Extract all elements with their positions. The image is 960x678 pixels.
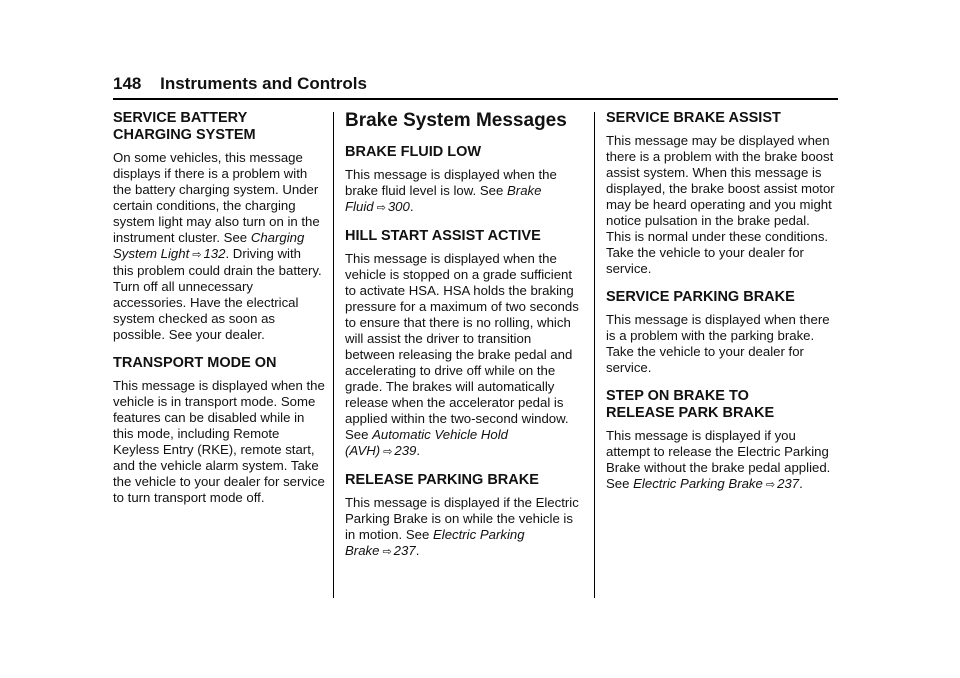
column-divider-1-lower: [333, 262, 334, 598]
section-title: Brake System Messages: [345, 110, 567, 131]
page-ref-arrow-icon: ⇨: [382, 546, 392, 558]
page-ref-arrow-icon: ⇨: [765, 479, 776, 491]
paragraph-text: This message is displayed when the vehicle is stopped on a grade sufficient to activate HSA. HSA holds the braking pressure for a maximum of two seconds to ensure that there is no rolling, which will assist the driver to transition between releasing the brake pedal and accelerating to drive off while on the grade. The brakes will automatically release when the accelerator pedal is applied within the two-second window. See: [345, 251, 579, 442]
reference-page: 132: [203, 246, 226, 261]
paragraph-hill-start-assist: [345, 251, 581, 460]
reference-page: 237: [777, 476, 800, 491]
heading-line: CHARGING SYSTEM: [113, 127, 256, 143]
column-divider-2: [594, 112, 595, 598]
reference-title: Brake Fluid: [345, 183, 542, 214]
paragraph-text: .: [416, 443, 421, 458]
heading-line: SERVICE BATTERY: [113, 110, 248, 126]
heading-brake-fluid-low: BRAKE FLUID LOW: [345, 144, 482, 160]
column-3: [606, 110, 838, 505]
reference-link[interactable]: [633, 476, 799, 491]
reference-page: 237: [393, 543, 416, 558]
paragraph-text: This message is displayed when the brake fluid level is low. See: [345, 167, 557, 198]
reference-page: 300: [387, 199, 410, 214]
heading-line: STEP ON BRAKE TO: [606, 388, 749, 404]
heading-service-battery: [113, 110, 325, 144]
paragraph-service-parking-brake: This message is displayed when there is a problem with the parking brake. Take the vehicle to your dealer for service.: [606, 312, 830, 375]
paragraph-service-brake-assist: This message may be displayed when there is a problem with the brake boost assist system. When this message is displayed, the brake boost assist motor may be heard operating and you might notice pulsation in the brake pedal. This is normal under these conditions. Take the vehicle to your dealer for service.: [606, 133, 835, 276]
paragraph-transport-mode: This message is displayed when the vehicle is in transport mode. Some features can be disabled while in this mode, including Remote Keyless Entry (RKE), remote start, and the vehicle alarm system. Take the vehicle to your dealer for service to turn transport mode off.: [113, 378, 325, 505]
page-ref-arrow-icon: ⇨: [192, 249, 202, 261]
heading-line: RELEASE PARK BRAKE: [606, 405, 775, 421]
paragraph-step-on-brake: [606, 428, 838, 493]
paragraph-service-battery: [113, 150, 325, 343]
column-1: [113, 110, 325, 518]
page-number: 148: [113, 74, 142, 93]
page-ref-arrow-icon: ⇨: [376, 202, 386, 214]
paragraph-text: This message is displayed if you attempt to release the Electric Parking Brake without the brake pedal applied. See: [606, 428, 831, 491]
reference-page: 239: [394, 443, 417, 458]
header-rule: [113, 98, 838, 100]
page-ref-arrow-icon: ⇨: [383, 446, 393, 458]
reference-title: Electric Parking Brake: [345, 527, 525, 558]
paragraph-text: This message is displayed if the Electric Parking Brake is on while the vehicle is in motion. See: [345, 495, 579, 542]
heading-step-on-brake: [606, 388, 838, 422]
paragraph-text: .: [415, 543, 420, 558]
heading-transport-mode: TRANSPORT MODE ON: [113, 355, 277, 371]
reference-title: Electric Parking Brake: [633, 476, 763, 491]
page-header: [113, 74, 367, 94]
column-2: [345, 110, 581, 572]
paragraph-text: .: [799, 476, 803, 491]
paragraph-text: .: [409, 199, 414, 214]
reference-title: Automatic Vehicle Hold (AVH): [345, 427, 508, 458]
heading-hill-start-assist: HILL START ASSIST ACTIVE: [345, 228, 541, 244]
heading-release-parking-brake: RELEASE PARKING BRAKE: [345, 472, 539, 488]
heading-service-parking-brake: SERVICE PARKING BRAKE: [606, 289, 795, 305]
chapter-title: Instruments and Controls: [160, 74, 367, 93]
paragraph-release-parking-brake: [345, 495, 581, 560]
paragraph-text: . Driving with this problem could drain the battery. Turn off all unnecessary accessories. Have the electrical system checked as soon as possible. See your dealer.: [113, 246, 322, 342]
heading-service-brake-assist: SERVICE BRAKE ASSIST: [606, 110, 781, 126]
paragraph-text: On some vehicles, this message displays if there is a problem with the battery charging system. Under certain conditions, the charging system light may also turn on in the instrument cluster. See: [113, 150, 320, 245]
paragraph-brake-fluid-low: [345, 167, 581, 216]
reference-title: Charging System Light: [113, 230, 305, 261]
column-divider-1: [333, 112, 334, 262]
